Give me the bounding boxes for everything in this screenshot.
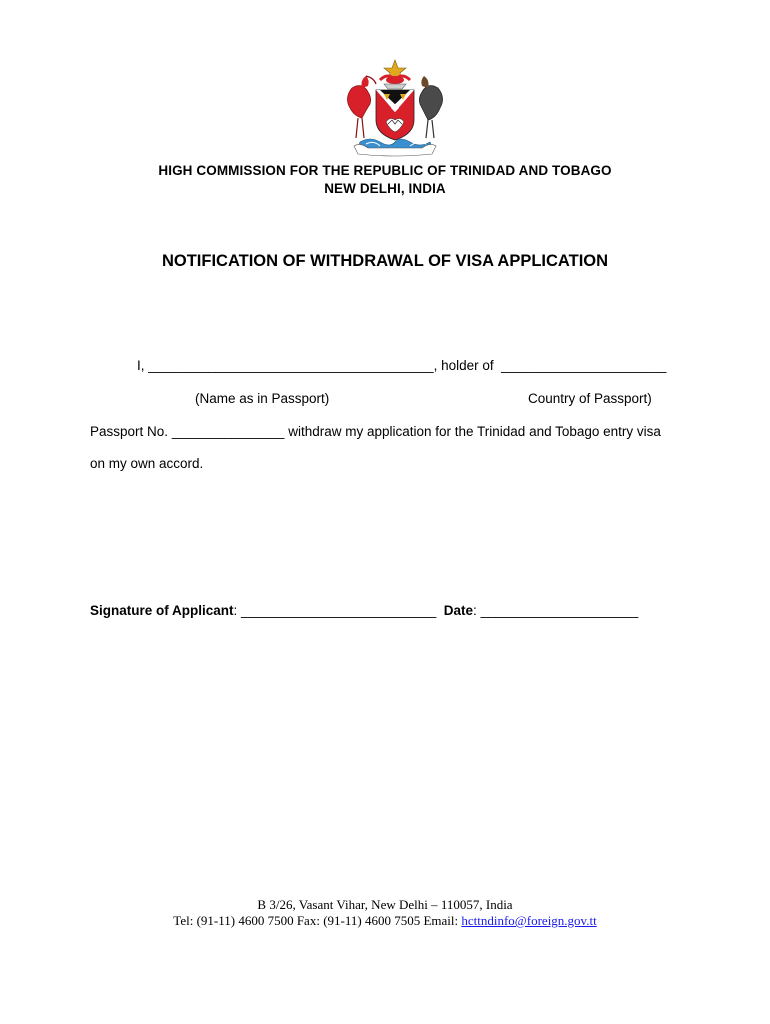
date-label: Date	[443, 603, 474, 618]
withdraw-text: withdraw my application for the Trinidad and Tobago entry visa	[288, 424, 661, 439]
signature-blank[interactable]: __________________________	[241, 603, 437, 618]
country-caption: Country of Passport)	[528, 391, 652, 406]
passport-blank[interactable]: _______________	[171, 424, 285, 439]
i-prefix: I,	[137, 358, 145, 373]
email-link[interactable]: hcttndinfo@foreign.gov.tt	[461, 913, 597, 928]
signature-label: Signature of Applicant	[90, 603, 234, 618]
date-blank[interactable]: _____________________	[480, 603, 639, 618]
footer-contact: Tel: (91-11) 4600 7500 Fax: (91-11) 4600 7505 Email:	[173, 913, 459, 928]
footer-address: B 3/26, Vasant Vihar, New Delhi – 110057, India	[257, 897, 513, 912]
signature-line	[90, 603, 638, 618]
footer-contact-line	[0, 913, 770, 929]
header-line-2: NEW DELHI, INDIA	[324, 181, 446, 196]
coat-of-arms-icon	[340, 58, 450, 158]
coat-of-arms-emblem	[340, 58, 450, 158]
name-line	[137, 358, 666, 373]
country-blank[interactable]: ______________________	[501, 358, 667, 373]
signature-colon: :	[233, 603, 238, 618]
accord-text: on my own accord.	[90, 456, 204, 471]
header-line-1: HIGH COMMISSION FOR THE REPUBLIC OF TRINIDAD AND TOBAGO	[158, 163, 612, 178]
name-caption: (Name as in Passport)	[195, 391, 330, 406]
page-title: NOTIFICATION OF WITHDRAWAL OF VISA APPLICATION	[161, 252, 609, 270]
name-blank[interactable]: ______________________________________	[148, 358, 434, 373]
holder-label: , holder of	[433, 358, 494, 373]
passport-label: Passport No.	[90, 424, 169, 439]
date-colon: :	[473, 603, 477, 618]
passport-line	[90, 424, 661, 439]
